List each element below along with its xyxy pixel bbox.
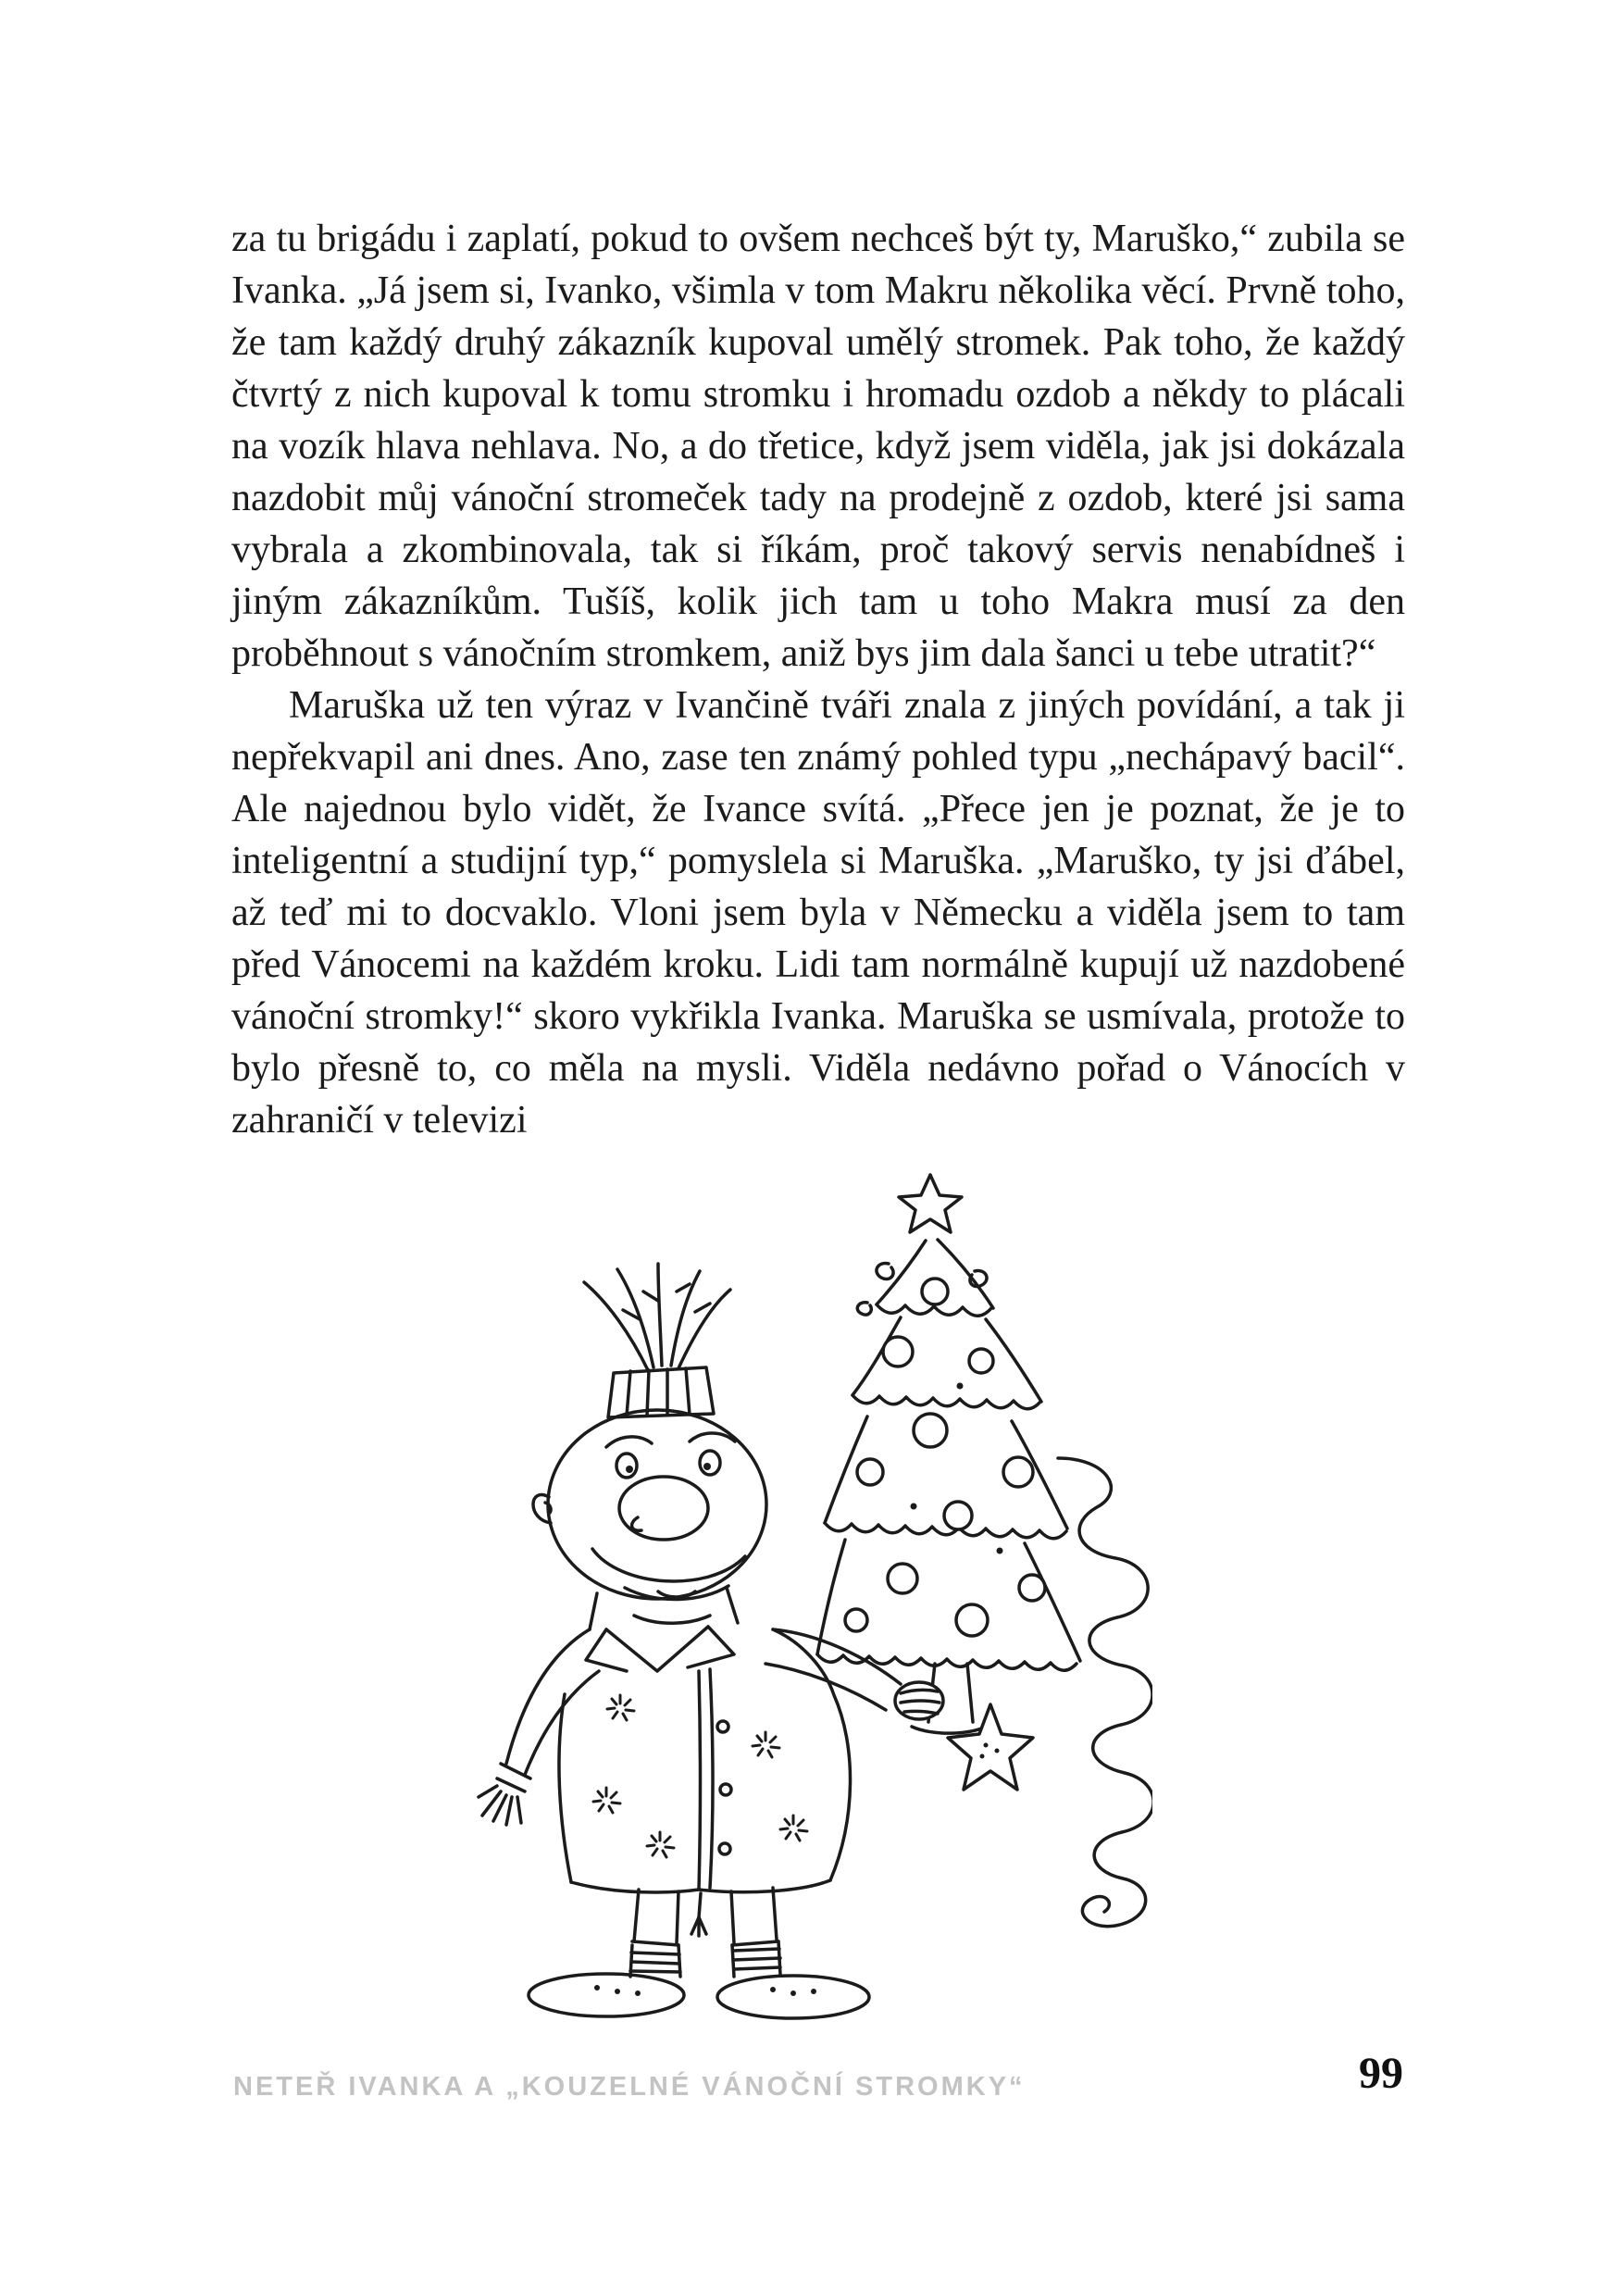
page-number: 99 bbox=[1359, 2049, 1403, 2098]
running-title: NETEŘ IVANKA A „KOUZELNÉ VÁNOČNÍ STROMKY“ bbox=[233, 2072, 1026, 2102]
illustration-man-with-christmas-tree bbox=[467, 1153, 1152, 2023]
paragraph: Maruška už ten výraz v Ivančině tváři znala z jiných povídání, a tak ji nepřekvapil ani dnes. Ano, zase ten známý pohled typu „nechápavý bacil“. Ale najednou bylo vidět, že Ivance svítá. „Přece jen je poznat, že je to inteligentní a studijní typ,“ pomyslela si Maruška. „Maruško, ty jsi ďábel, až teď mi to docvaklo. Vloni jsem byla v Německu a viděla jsem to tam před Vánocemi na každém kroku. Lidi tam normálně kupují už nazdobené vánoční stromky!“ skoro vykřikla Ivanka. Maruška se usmívala, protože to bylo přesně to, co měla na mysli. Viděla nedávno pořad o Vánocích v zahraničí v televizi bbox=[231, 684, 1405, 1142]
paragraph-continuation: za tu brigádu i zaplatí, pokud to ovšem nechceš být ty, Maruško,“ zubila se Ivanka. „Já jsem si, Ivanko, všimla v tom Makru několika věcí. Prvně toho, že tam každý druhý zákazník kupoval umělý stromek. Pak toho, že každý čtvrtý z nich kupoval k tomu stromku i hromadu ozdob a někdy to plácali na vozík hlava nehlava. No, a do třetice, když jsem viděla, jak jsi dokázala nazdobit můj vánoční stromeček tady na prodejně z ozdob, které jsi sama vybrala a zkombinovala, tak si říkám, proč takový servis nenabídneš i jiným zákazníkům. Tušíš, kolik jich tam u toho Makra musí za den proběhnout s vánočním stromkem, aniž bys jim dala šanci u tebe utratit?“ bbox=[231, 218, 1405, 675]
body-text bbox=[231, 213, 1405, 1146]
cartoon-drawing bbox=[467, 1153, 1152, 2023]
